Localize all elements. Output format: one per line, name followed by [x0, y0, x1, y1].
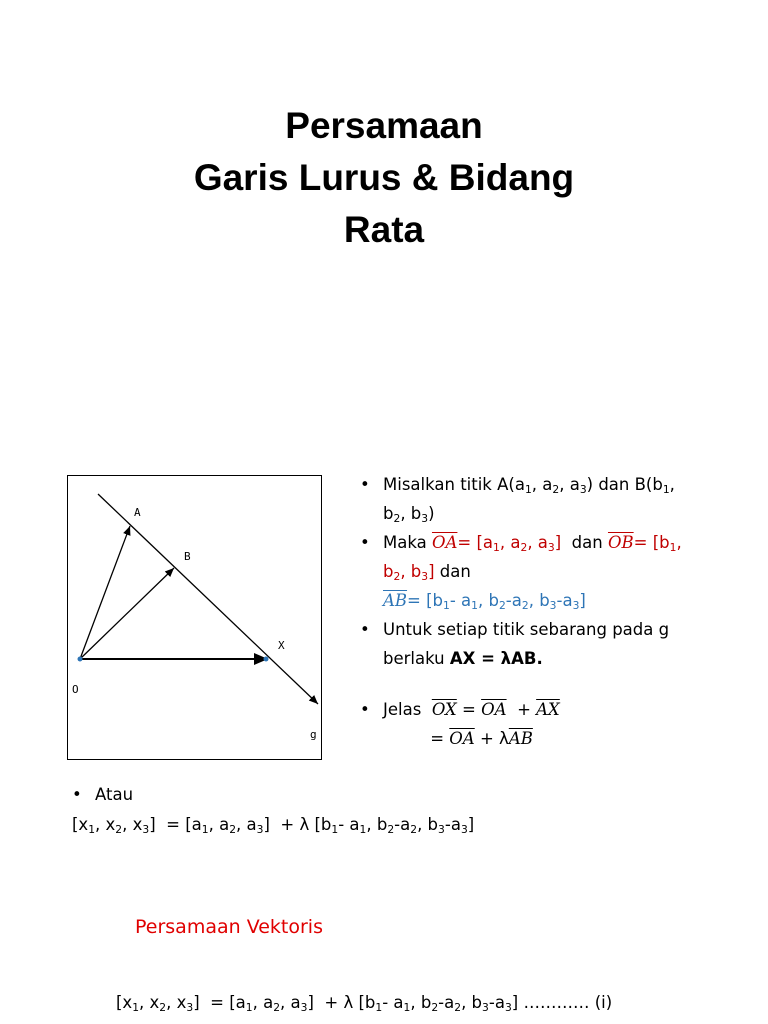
point-x — [264, 657, 269, 662]
text-segment: , b — [478, 591, 499, 610]
vector-symbol: $\overline{OA}$ — [449, 729, 475, 748]
text-segment: ] — [467, 815, 475, 834]
text-segment: ) dan B(b — [586, 475, 663, 494]
text-segment: , b — [400, 504, 422, 523]
bullet-line — [383, 644, 740, 673]
text-segment: ] + λ [b — [307, 993, 376, 1012]
subscript: 3 — [547, 541, 555, 555]
subscript: 1 — [132, 1001, 140, 1015]
text-segment: ] — [579, 591, 586, 610]
text-segment: b — [383, 504, 394, 523]
text-segment: -a — [438, 993, 455, 1012]
subscript: 2 — [159, 1001, 167, 1015]
text-segment: - a — [382, 993, 404, 1012]
subscript: 2 — [393, 512, 401, 526]
text-segment: + — [506, 700, 537, 719]
title-line-2: Garis Lurus & Bidang — [193, 157, 575, 198]
text-segment: , b — [528, 591, 550, 610]
section-heading: Persamaan Vektoris — [135, 916, 323, 938]
subscript: 3 — [421, 570, 429, 584]
title-line-1: Persamaan — [285, 105, 483, 146]
label-o: O — [72, 683, 79, 696]
subscript: 2 — [387, 823, 395, 837]
text-segment: ] + λ [b — [263, 815, 332, 834]
text-segment: = [a — [457, 533, 494, 552]
label-a: A — [134, 506, 141, 519]
text-segment: b — [383, 562, 394, 581]
text-segment: ] = [a — [149, 815, 202, 834]
text-segment: , a — [252, 993, 274, 1012]
text-segment: = [b — [407, 591, 444, 610]
text-segment: - a — [338, 815, 360, 834]
bullet-line — [383, 724, 740, 753]
bullet-item — [360, 470, 740, 528]
text-segment: = [b — [633, 533, 670, 552]
subscript: 2 — [521, 599, 529, 613]
subscript: 2 — [498, 599, 506, 613]
text-segment: , — [676, 533, 682, 552]
subscript: 2 — [454, 1001, 462, 1015]
text-segment: = — [456, 700, 482, 719]
equation-line-1 — [72, 810, 474, 839]
bullet-line — [383, 528, 740, 557]
subscript: 3 — [482, 1001, 489, 1015]
subscript: 3 — [460, 823, 468, 837]
text-segment: , a — [531, 475, 553, 494]
text-segment: dan — [434, 562, 471, 581]
subscript: 3 — [572, 599, 580, 613]
text-segment: ] — [554, 533, 562, 552]
subscript: 3 — [579, 483, 587, 497]
text-segment: Untuk setiap titik sebarang pada g — [383, 620, 670, 639]
text-segment: , x — [122, 815, 143, 834]
text-segment: = — [383, 729, 450, 748]
subscript: 3 — [256, 823, 264, 837]
text-segment: ) — [428, 504, 435, 523]
vector-symbol: $\overline{OB}$ — [607, 533, 634, 552]
line-g — [98, 494, 318, 704]
subscript: 1 — [669, 541, 677, 555]
point-o — [78, 657, 83, 662]
subscript: 3 — [549, 599, 557, 613]
subscript: 2 — [393, 570, 401, 584]
bullet-item — [360, 695, 740, 753]
subscript: 2 — [115, 823, 123, 837]
text-segment: -a — [444, 815, 461, 834]
label-b: B — [184, 550, 191, 563]
text-segment: , a — [236, 815, 257, 834]
text-segment: , b — [400, 562, 422, 581]
subscript: 1 — [359, 823, 367, 837]
subscript: 3 — [186, 1001, 194, 1015]
text-segment: , x — [139, 993, 160, 1012]
subscript: 2 — [520, 541, 528, 555]
bullet-list — [360, 470, 740, 753]
text-segment: ] — [428, 562, 435, 581]
text-segment: , b — [410, 993, 432, 1012]
text-segment: -a — [505, 591, 522, 610]
text-segment: , b — [461, 993, 483, 1012]
text-segment: , a — [559, 475, 580, 494]
bullet-line — [383, 470, 740, 499]
text-segment: ] = [a — [193, 993, 246, 1012]
subscript: 1 — [201, 823, 209, 837]
subscript: 1 — [524, 483, 532, 497]
subscript: 1 — [88, 823, 96, 837]
bullet-line — [383, 586, 740, 615]
subscript: 3 — [300, 1001, 308, 1015]
slide-title — [0, 100, 768, 256]
vector-oa — [80, 526, 130, 659]
text-segment: berlaku — [383, 649, 450, 668]
bullet-atau — [72, 780, 133, 809]
text-segment: -a — [394, 815, 411, 834]
subscript: 2 — [410, 823, 418, 837]
label-x: X — [278, 639, 285, 652]
subscript: 2 — [229, 823, 237, 837]
text-segment: dan — [561, 533, 608, 552]
text-segment: [x — [72, 815, 89, 834]
vector-line-figure — [67, 475, 322, 760]
subscript: 2 — [273, 1001, 281, 1015]
vector-symbol: $\overline{AB}$ — [383, 591, 408, 610]
bullet-item — [360, 528, 740, 615]
subscript: 3 — [438, 823, 445, 837]
text-segment: , b — [417, 815, 439, 834]
vector-symbol: $\overline{OA}$ — [431, 533, 458, 552]
text-segment: Jelas — [383, 700, 432, 719]
subscript: 1 — [403, 1001, 411, 1015]
subscript: 1 — [245, 1001, 253, 1015]
text-segment: Misalkan titik A(a — [383, 475, 525, 494]
text-segment: , — [669, 475, 675, 494]
text-segment: - a — [449, 591, 472, 610]
subscript: 1 — [443, 599, 450, 613]
subscript: 1 — [331, 823, 339, 837]
subscript: 2 — [431, 1001, 439, 1015]
vector-symbol: $\overline{OX}$ — [431, 700, 457, 719]
vector-ob — [80, 568, 174, 659]
bullet-line — [383, 499, 740, 528]
subscript: 1 — [471, 599, 478, 613]
text-segment: , x — [166, 993, 187, 1012]
atau-text: Atau — [95, 785, 134, 804]
bullet-item — [360, 615, 740, 673]
text-segment: , a — [280, 993, 301, 1012]
text-segment: , a — [208, 815, 230, 834]
subscript: 3 — [504, 1001, 512, 1015]
vector-symbol: $\overline{AX}$ — [536, 700, 560, 719]
label-g: g — [310, 728, 317, 741]
text-segment: , a — [527, 533, 548, 552]
subscript: 1 — [662, 483, 670, 497]
text-segment: , x — [95, 815, 116, 834]
subscript: 3 — [142, 823, 150, 837]
subscript: 2 — [552, 483, 560, 497]
bullet-line — [383, 615, 740, 644]
subscript: 1 — [493, 541, 500, 555]
text-segment: ] ………… (i) — [511, 993, 613, 1012]
text-segment: + λ — [474, 729, 509, 748]
title-line-3: Rata — [343, 209, 425, 250]
vector-diagram — [68, 476, 323, 761]
bullet-line — [383, 695, 740, 724]
text-segment: AX = λAB. — [449, 649, 543, 668]
text-segment: [x — [116, 993, 133, 1012]
equation-vector-form — [116, 988, 612, 1017]
bullet-line — [383, 557, 740, 586]
vector-symbol: $\overline{OA}$ — [481, 700, 507, 719]
text-segment: , a — [499, 533, 521, 552]
text-segment: -a — [556, 591, 573, 610]
subscript: 3 — [421, 512, 429, 526]
subscript: 1 — [375, 1001, 383, 1015]
text-segment: , b — [366, 815, 388, 834]
vector-symbol: $\overline{AB}$ — [508, 729, 533, 748]
text-segment: Maka — [383, 533, 432, 552]
text-segment: -a — [488, 993, 505, 1012]
